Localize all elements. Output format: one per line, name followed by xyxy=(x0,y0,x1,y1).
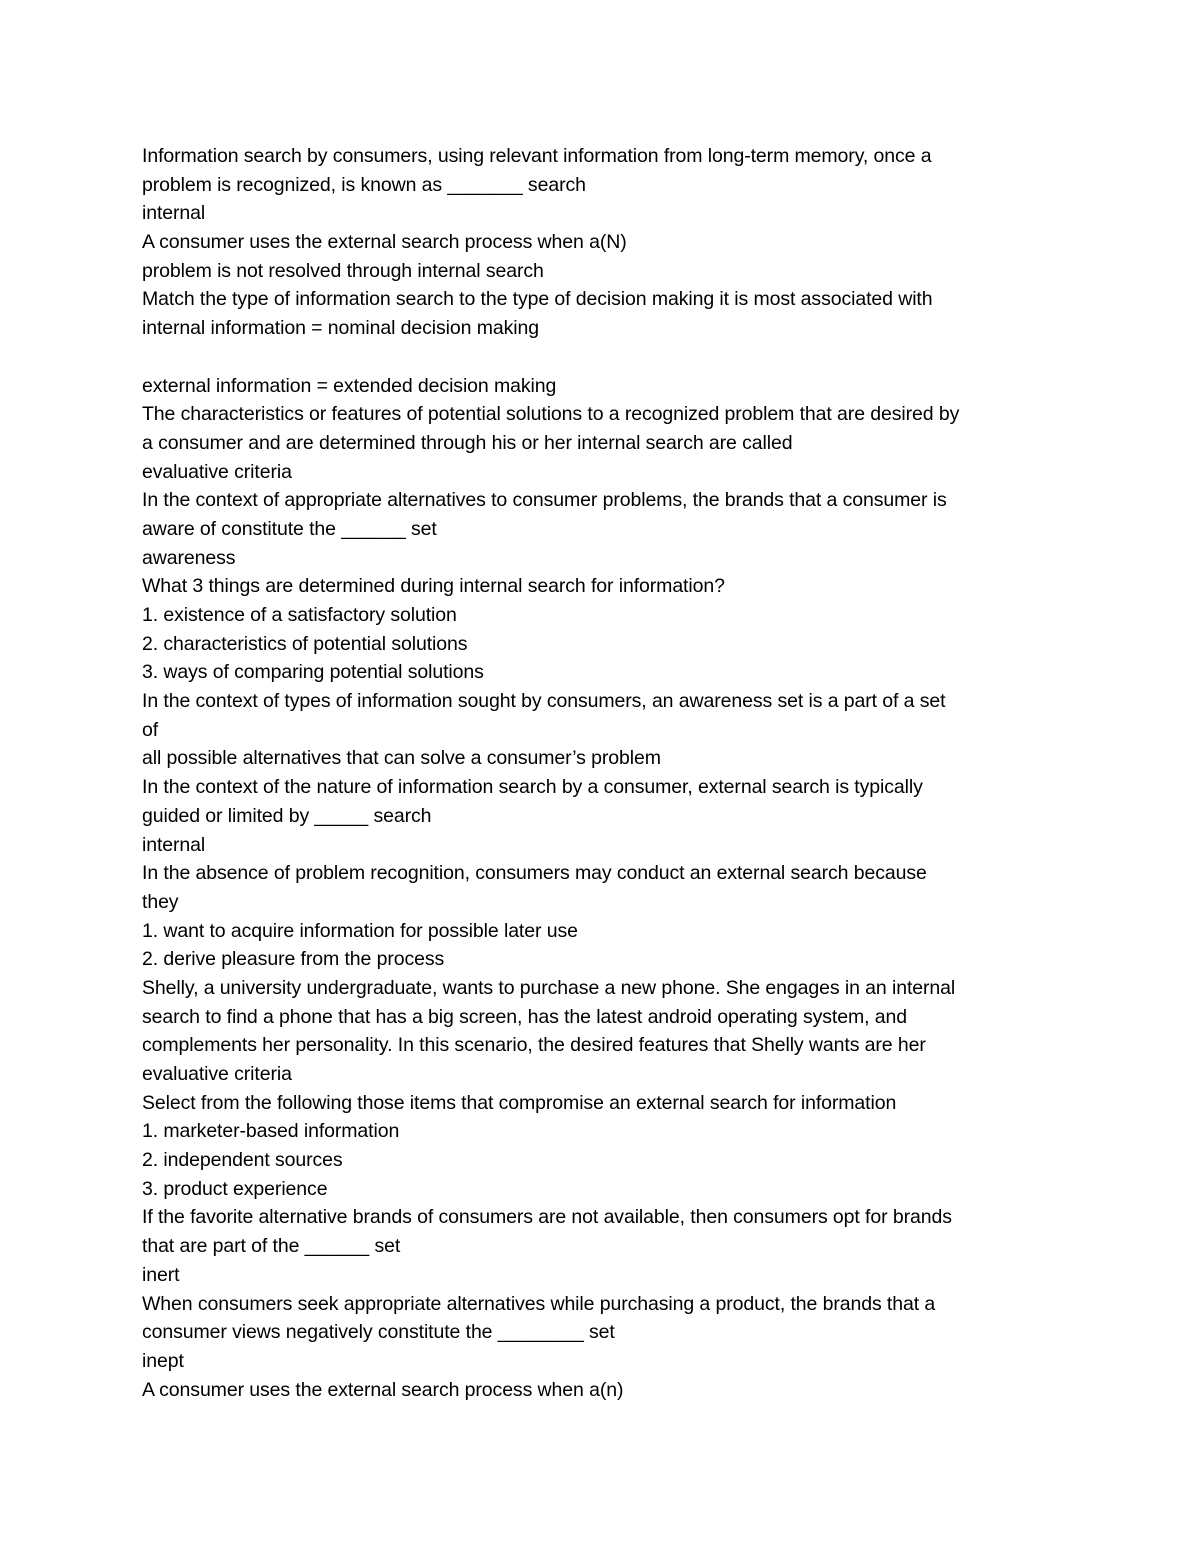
text-line: 1. want to acquire information for possible later use xyxy=(142,919,578,942)
text-line: all possible alternatives that can solve a consumer’s problem xyxy=(142,747,661,770)
text-line: In the context of types of information sought by consumers, an awareness set is a part of a set xyxy=(142,690,946,713)
text-line: inert xyxy=(142,1263,180,1286)
text-line: 2. independent sources xyxy=(142,1149,343,1172)
text-line: of xyxy=(142,718,159,741)
text-line: 2. derive pleasure from the process xyxy=(142,948,445,971)
text-line: A consumer uses the external search process when a(N) xyxy=(142,231,627,254)
text-line: problem is recognized, is known as _______ search xyxy=(142,173,586,196)
text-line: evaluative criteria xyxy=(142,1063,292,1085)
text-line: complements her personality. In this scenario, the desired features that Shelly wants are her xyxy=(142,1034,926,1057)
document-body xyxy=(142,142,1067,1404)
text-line: What 3 things are determined during internal search for information? xyxy=(142,575,725,598)
text-line: internal xyxy=(142,833,206,856)
text-line: In the context of appropriate alternatives to consumer problems, the brands that a consumer is xyxy=(142,489,947,512)
text-line: Information search by consumers, using relevant information from long-term memory, once a xyxy=(142,145,932,167)
text-line: external information = extended decision making xyxy=(142,374,557,397)
text-line: In the context of the nature of information search by a consumer, external search is typically xyxy=(142,776,923,799)
text-line: evaluative criteria xyxy=(142,460,292,483)
text-line: that are part of the ______ set xyxy=(142,1235,401,1258)
text-line: inept xyxy=(142,1349,184,1372)
text-line: Select from the following those items that compromise an external search for information xyxy=(142,1091,897,1114)
text-line: 2. characteristics of potential solutions xyxy=(142,632,468,655)
text-line: 3. ways of comparing potential solutions xyxy=(142,661,484,684)
text-line: A consumer uses the external search process when a(n) xyxy=(142,1378,624,1401)
text-line: a consumer and are determined through his or her internal search are called xyxy=(142,431,793,454)
text-line: internal information = nominal decision making xyxy=(142,317,539,340)
text-line: problem is not resolved through internal search xyxy=(142,259,544,282)
text-line: search to find a phone that has a big screen, has the latest android operating system, and xyxy=(142,1005,907,1028)
text-line: internal xyxy=(142,202,206,225)
blank-line xyxy=(142,343,1067,372)
text-line: 1. marketer-based information xyxy=(142,1120,400,1143)
text-line: awareness xyxy=(142,546,236,569)
text-line: Shelly, a university undergraduate, wants to purchase a new phone. She engages in an internal xyxy=(142,976,956,999)
text-line: The characteristics or features of potential solutions to a recognized problem that are desired by xyxy=(142,403,960,426)
text-line: Match the type of information search to the type of decision making it is most associated with xyxy=(142,288,933,311)
text-line: 3. product experience xyxy=(142,1177,328,1200)
text-line: they xyxy=(142,890,179,913)
text-line: aware of constitute the ______ set xyxy=(142,517,437,540)
text-line: When consumers seek appropriate alternatives while purchasing a product, the brands that a xyxy=(142,1292,936,1315)
text-line: If the favorite alternative brands of consumers are not available, then consumers opt for brands xyxy=(142,1206,952,1229)
text-line: 1. existence of a satisfactory solution xyxy=(142,604,457,626)
text-line: In the absence of problem recognition, consumers may conduct an external search because xyxy=(142,862,927,885)
text-line: consumer views negatively constitute the ________ set xyxy=(142,1321,615,1344)
text-line: guided or limited by _____ search xyxy=(142,804,432,827)
